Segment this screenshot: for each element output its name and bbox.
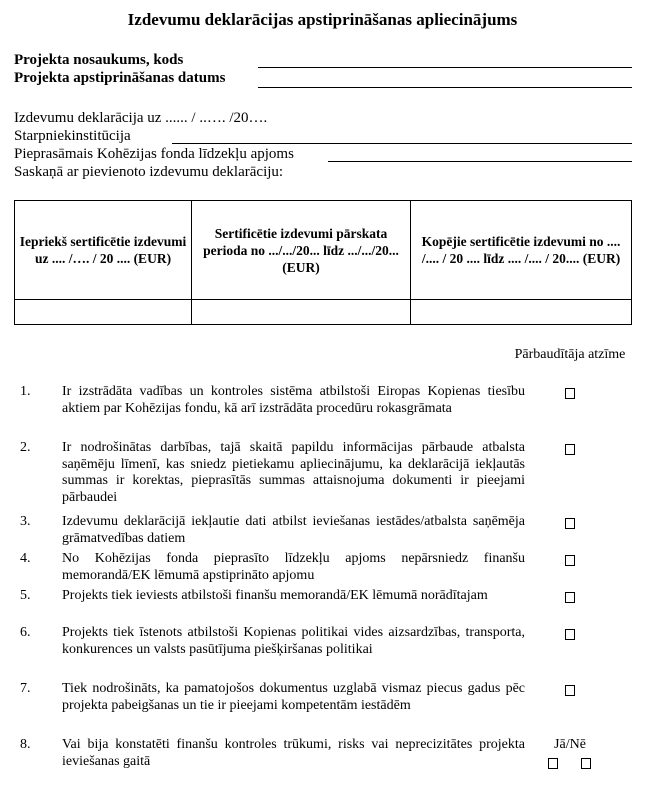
checker-mark-header: Pārbaudītāja atzīme [514, 347, 626, 362]
according-line: Saskaņā ar pievienoto izdevumu deklarāciju: [14, 164, 284, 180]
item-text: Projekts tiek īstenots atbilstoši Kopienas politikai vides aizsardzības, transporta, konkurences un valsts pasūtījuma piešķiršanas politikai [62, 625, 525, 657]
checkbox-item-6[interactable] [565, 629, 575, 640]
checkbox-item-7[interactable] [565, 685, 575, 696]
checkbox-item-1[interactable] [565, 388, 575, 399]
checkbox-item-5[interactable] [565, 592, 575, 603]
col-period-header: Sertificētie izdevumi pārskata perioda no .../.../20... līdz .../.../20... (EUR) [192, 201, 411, 300]
checkbox-item-4[interactable] [565, 555, 575, 566]
declaration-line: Izdevumu deklarācija uz ...... / ..…. /20…. [14, 110, 268, 126]
item-number: 3. [20, 514, 31, 529]
item-text: No Kohēzijas fonda pieprasīto līdzekļu apjoms nepārsniedz finanšu memorandā/EK lēmumā apstiprināto apjomu [62, 551, 525, 583]
item-number: 6. [20, 625, 31, 640]
checkbox-item-8-yes[interactable] [548, 758, 558, 769]
item-text: Ir nodrošinātas darbības, tajā skaitā papildu informācijas pārbaude atbalsta saņēmēju līmenī, kas sniedz pietiekamu apliecinājumu, ka deklarācijā iekļautās summas ir korektas, pieprasītās summas attaisnojuma dokumenti ir pieejami pārbaudei [62, 440, 525, 505]
yes-no-label: Jā/Nē [554, 737, 586, 752]
item-text: Vai bija konstatēti finanšu kontroles trūkumi, risks vai neprecizitātes projekta ieviešanas gaitā [62, 737, 525, 769]
col-total-header: Kopējie sertificētie izdevumi no .... /.... / 20 .... līdz .... /.... / 20.... (EUR) [411, 201, 632, 300]
col-previous-header: Iepriekš sertificētie izdevumi uz .... /…. / 20 .... (EUR) [15, 201, 192, 300]
document-title: Izdevumu deklarācijas apstiprināšanas apliecinājums [127, 10, 518, 29]
checkbox-item-3[interactable] [565, 518, 575, 529]
item-text: Izdevumu deklarācijā iekļautie dati atbilst ieviešanas iestādes/atbalsta saņēmēja grāmatvedības datiem [62, 514, 525, 546]
project-date-label: Projekta apstiprināšanas datums [14, 70, 226, 86]
item-number: 7. [20, 681, 31, 696]
item-number: 8. [20, 737, 31, 752]
intermediary-field[interactable] [172, 143, 632, 144]
period-amount-cell[interactable] [192, 300, 411, 325]
previous-amount-cell[interactable] [15, 300, 192, 325]
item-text: Tiek nodrošināts, ka pamatojošos dokumentus uzglabā vismaz piecus gadus pēc projekta pabeigšanas un tie ir pieejami kompetentām iestādēm [62, 681, 525, 713]
item-number: 2. [20, 440, 31, 455]
project-name-field[interactable] [258, 67, 632, 68]
requested-amount-field[interactable] [328, 161, 632, 162]
expenses-table [14, 200, 632, 325]
intermediary-label: Starpniekinstitūcija [14, 128, 131, 144]
item-text: Ir izstrādāta vadības un kontroles sistēma atbilstoši Eiropas Kopienas tiesību aktiem par Kohēzijas fondu, kā arī izstrādāta procedūru rokasgrāmata [62, 384, 525, 416]
checkbox-item-2[interactable] [565, 444, 575, 455]
item-number: 4. [20, 551, 31, 566]
project-name-label: Projekta nosaukums, kods [14, 52, 184, 68]
item-number: 1. [20, 384, 31, 399]
item-text: Projekts tiek ieviests atbilstoši finanšu memorandā/EK lēmumā norādītajam [62, 588, 488, 603]
project-date-field[interactable] [258, 87, 632, 88]
checkbox-item-8-no[interactable] [581, 758, 591, 769]
item-number: 5. [20, 588, 31, 603]
total-amount-cell[interactable] [411, 300, 632, 325]
requested-amount-label: Pieprasāmais Kohēzijas fonda līdzekļu apjoms [14, 146, 294, 162]
